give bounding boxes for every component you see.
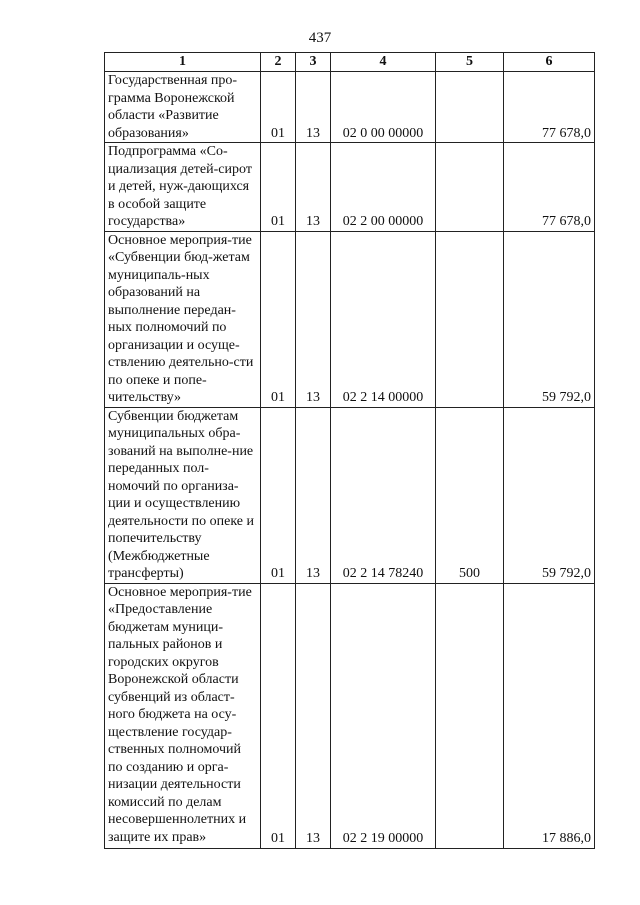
row-subsection: 13 (296, 231, 331, 407)
row-amount: 77 678,0 (504, 143, 595, 232)
row-expense-type: 500 (436, 407, 504, 583)
table-row (105, 143, 595, 232)
row-amount: 17 886,0 (504, 583, 595, 848)
header-col-2: 2 (261, 53, 296, 72)
row-subsection: 13 (296, 72, 331, 143)
row-amount: 59 792,0 (504, 231, 595, 407)
table-row (105, 231, 595, 407)
row-subsection: 13 (296, 407, 331, 583)
row-name: Государственная про-грамма Воронежской области «Развитие образования» (105, 72, 261, 143)
row-target-code: 02 0 00 00000 (331, 72, 436, 143)
row-section: 01 (261, 583, 296, 848)
row-expense-type (436, 231, 504, 407)
row-expense-type (436, 72, 504, 143)
row-subsection: 13 (296, 583, 331, 848)
row-section: 01 (261, 143, 296, 232)
table-row (105, 407, 595, 583)
header-col-1: 1 (105, 53, 261, 72)
row-amount: 77 678,0 (504, 72, 595, 143)
row-section: 01 (261, 72, 296, 143)
table-row (105, 583, 595, 848)
header-col-4: 4 (331, 53, 436, 72)
row-section: 01 (261, 231, 296, 407)
row-target-code: 02 2 00 00000 (331, 143, 436, 232)
row-target-code: 02 2 14 78240 (331, 407, 436, 583)
row-name: Подпрограмма «Со-циализация детей-сирот и детей, нуж-дающихся в особой защите государства» (105, 143, 261, 232)
header-col-6: 6 (504, 53, 595, 72)
row-expense-type (436, 143, 504, 232)
row-amount: 59 792,0 (504, 407, 595, 583)
row-target-code: 02 2 19 00000 (331, 583, 436, 848)
row-section: 01 (261, 407, 296, 583)
budget-table (104, 52, 595, 849)
row-name: Основное мероприя-тие «Субвенции бюд-жетам муниципаль-ных образований на выполнение передан-ных полномочий по организации и осуще-ствлению деятельно-сти по опеке и попе-чительству» (105, 231, 261, 407)
table-header-row (105, 53, 595, 72)
header-col-3: 3 (296, 53, 331, 72)
row-name: Основное мероприя-тие «Предоставление бюджетам муници-пальных районов и городских округов Воронежской области субвенций из област-ного бюджета на осу-ществление государ-ственных полномочий по созданию и орга-низации деятельности комиссий по делам несовершеннолетних и защите их прав» (105, 583, 261, 848)
header-col-5: 5 (436, 53, 504, 72)
row-expense-type (436, 583, 504, 848)
row-name: Субвенции бюджетам муниципальных обра-зований на выполне-ние переданных пол-номочий по организа-ции и осуществлению деятельности по опеке и попечительству (Межбюджетные трансферты) (105, 407, 261, 583)
row-target-code: 02 2 14 00000 (331, 231, 436, 407)
row-subsection: 13 (296, 143, 331, 232)
table-row (105, 72, 595, 143)
page-number: 437 (308, 30, 332, 46)
